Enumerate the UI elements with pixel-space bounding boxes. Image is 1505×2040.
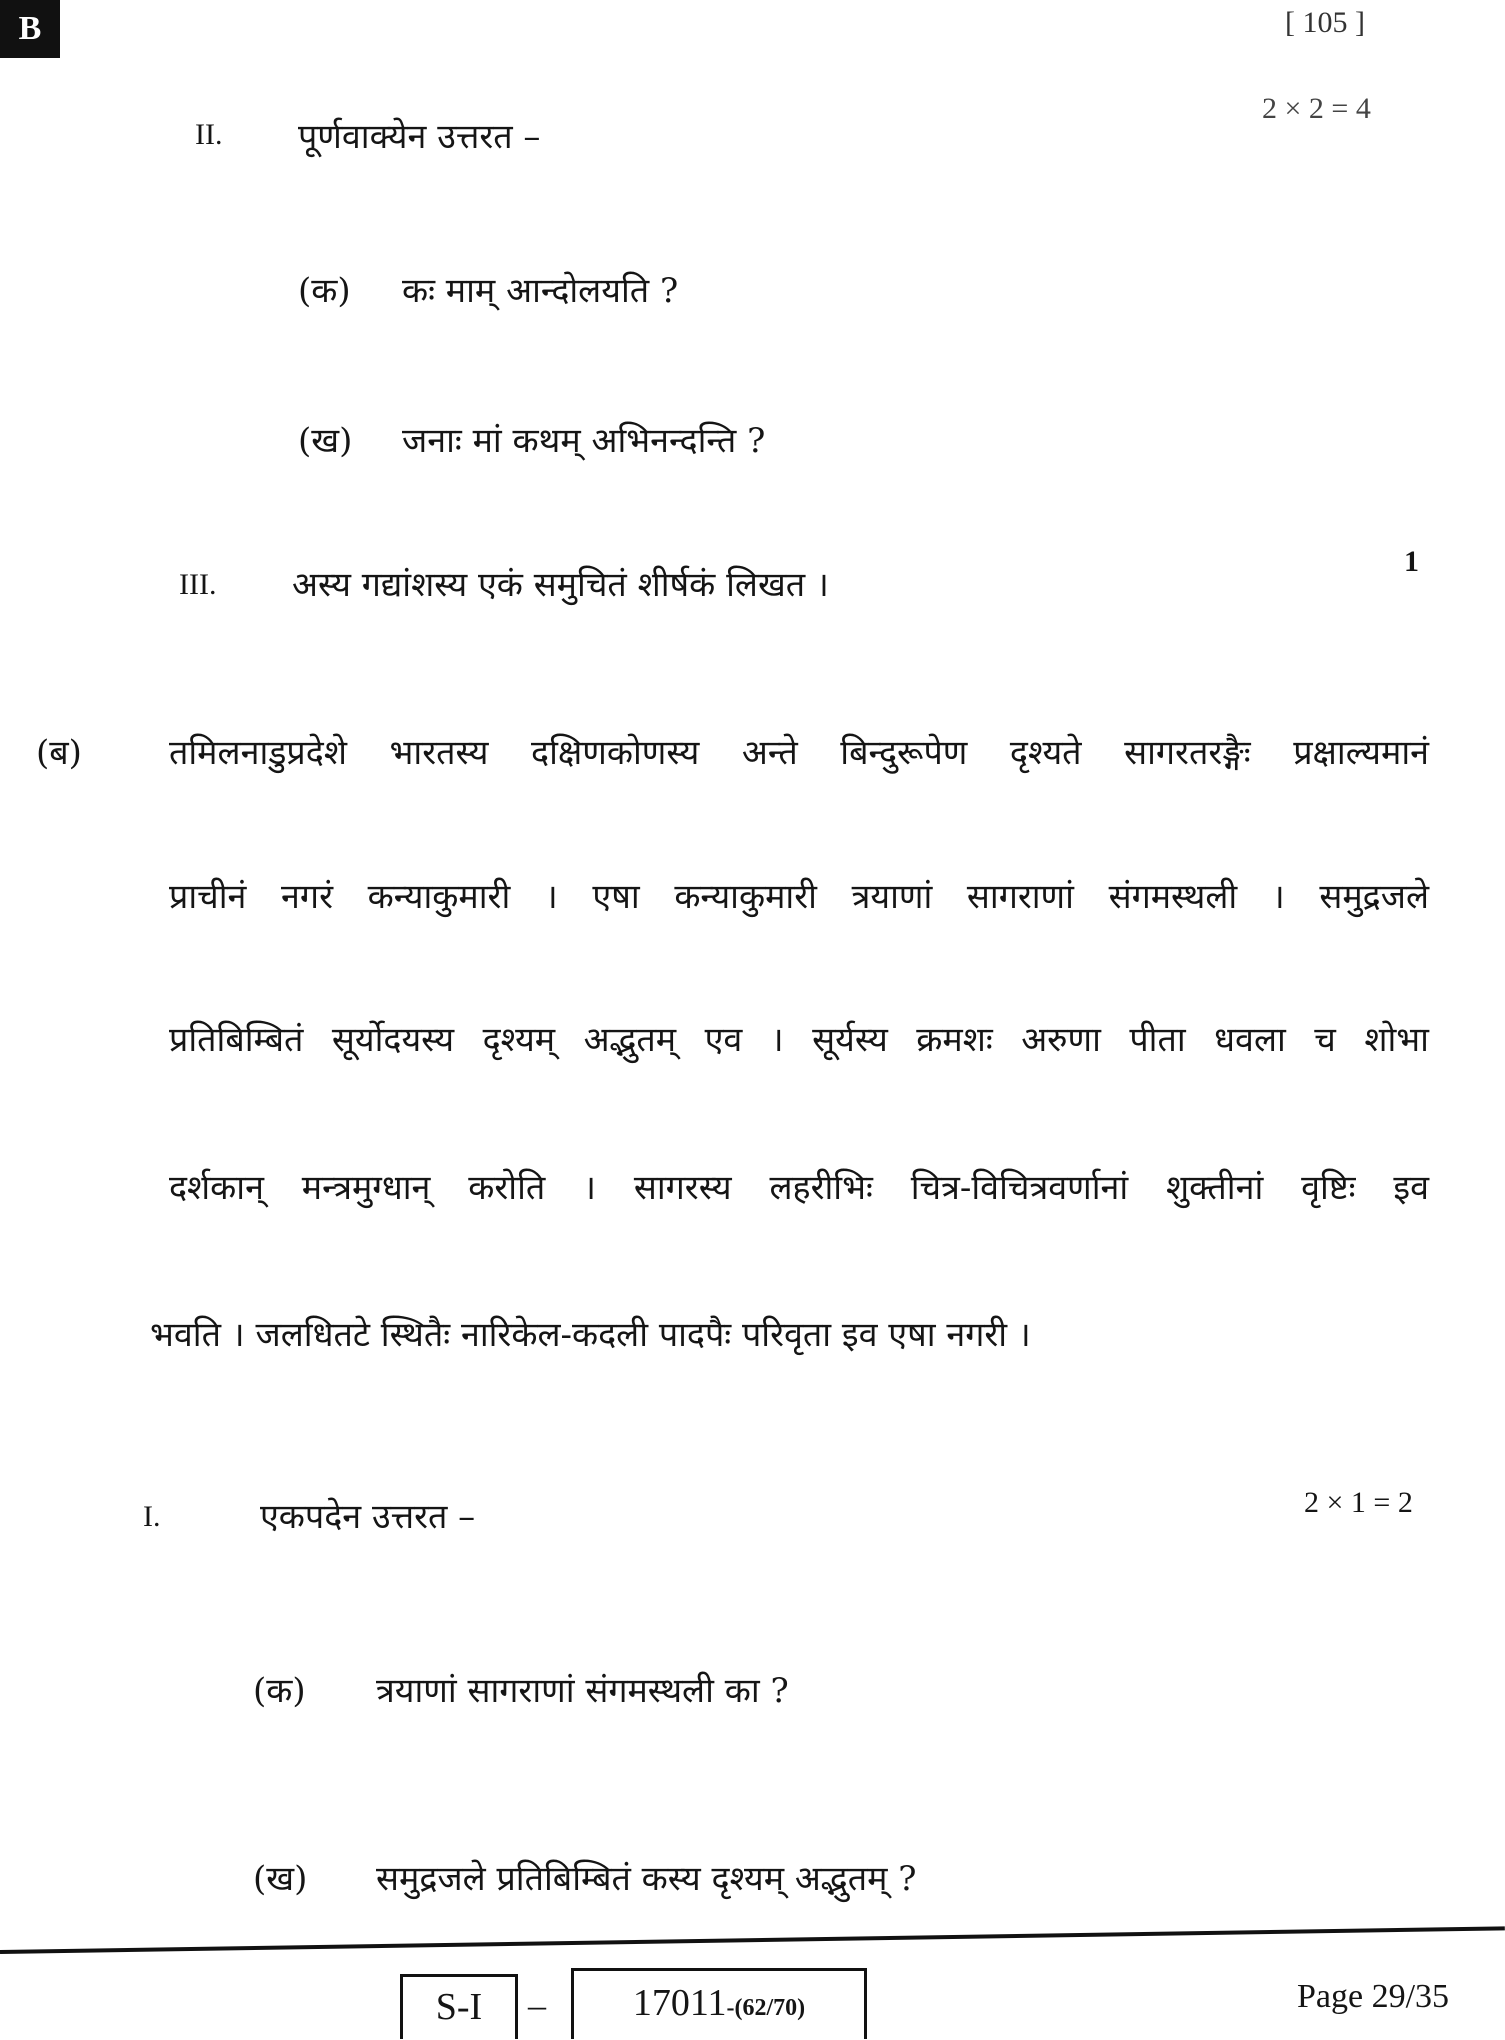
passage-line: प्रतिबिम्बितं सूर्योदयस्य दृश्यम् अद्भुतम् एव । सूर्यस्य क्रमशः अरुणा पीता धवला च शोभा xyxy=(169,1020,1429,1060)
footer-dash: – xyxy=(528,1985,546,2025)
paper-code-suffix: -(62/70) xyxy=(726,1995,806,2021)
sub-question-text: जनाः मां कथम् अभिनन्दन्ति ? xyxy=(402,421,766,461)
question-number: I. xyxy=(143,1500,161,1533)
sub-question-label: (क) xyxy=(253,1671,306,1711)
sub-question-text: त्रयाणां सागराणां संगमस्थली का ? xyxy=(376,1671,789,1711)
sub-question-text: समुद्रजले प्रतिबिम्बितं कस्य दृश्यम् अद्भुतम् ? xyxy=(376,1859,917,1899)
series-box xyxy=(400,1974,518,2039)
question-number: II. xyxy=(195,118,223,151)
question-instruction: अस्य गद्यांशस्य एकं समुचितं शीर्षकं लिखत । xyxy=(292,565,829,605)
passage-line: दर्शकान् मन्त्रमुग्धान् करोति । सागरस्य लहरीभिः चित्र-विचित्रवर्णानां शुक्तीनां वृष्टिः इव xyxy=(169,1168,1429,1208)
paper-code: 17011 xyxy=(632,1982,727,2024)
series-code: S-I xyxy=(435,1986,483,2028)
sub-question-text: कः माम् आन्दोलयति ? xyxy=(402,271,679,311)
page-number: Page 29/35 xyxy=(1297,1978,1450,2015)
page-reference: [ 105 ] xyxy=(1285,6,1365,39)
question-marks: 2 × 2 = 4 xyxy=(1262,92,1371,125)
sub-question-label: (ख) xyxy=(298,421,353,461)
sub-question-label: (क) xyxy=(298,271,351,311)
question-instruction: पूर्णवाक्येन उत्तरत – xyxy=(298,117,541,157)
paper-code-box xyxy=(571,1968,867,2039)
question-instruction: एकपदेन उत्तरत – xyxy=(260,1497,476,1537)
passage-label: (ब) xyxy=(36,733,82,773)
question-number: III. xyxy=(179,568,217,601)
section-badge: B xyxy=(0,0,60,58)
question-marks: 2 × 1 = 2 xyxy=(1304,1486,1413,1519)
question-marks: 1 xyxy=(1404,545,1419,578)
sub-question-label: (ख) xyxy=(253,1859,308,1899)
footer-divider xyxy=(0,1926,1505,1954)
passage-line: तमिलनाडुप्रदेशे भारतस्य दक्षिणकोणस्य अन्ते बिन्दुरूपेण दृश्यते सागरतरङ्गैः प्रक्षाल्यमानं xyxy=(169,733,1429,773)
passage-line: प्राचीनं नगरं कन्याकुमारी । एषा कन्याकुमारी त्रयाणां सागराणां संगमस्थली । समुद्रजले xyxy=(169,877,1429,917)
passage-line: भवति । जलधितटे स्थितैः नारिकेल-कदली पादपैः परिवृता इव एषा नगरी । xyxy=(150,1315,1031,1355)
